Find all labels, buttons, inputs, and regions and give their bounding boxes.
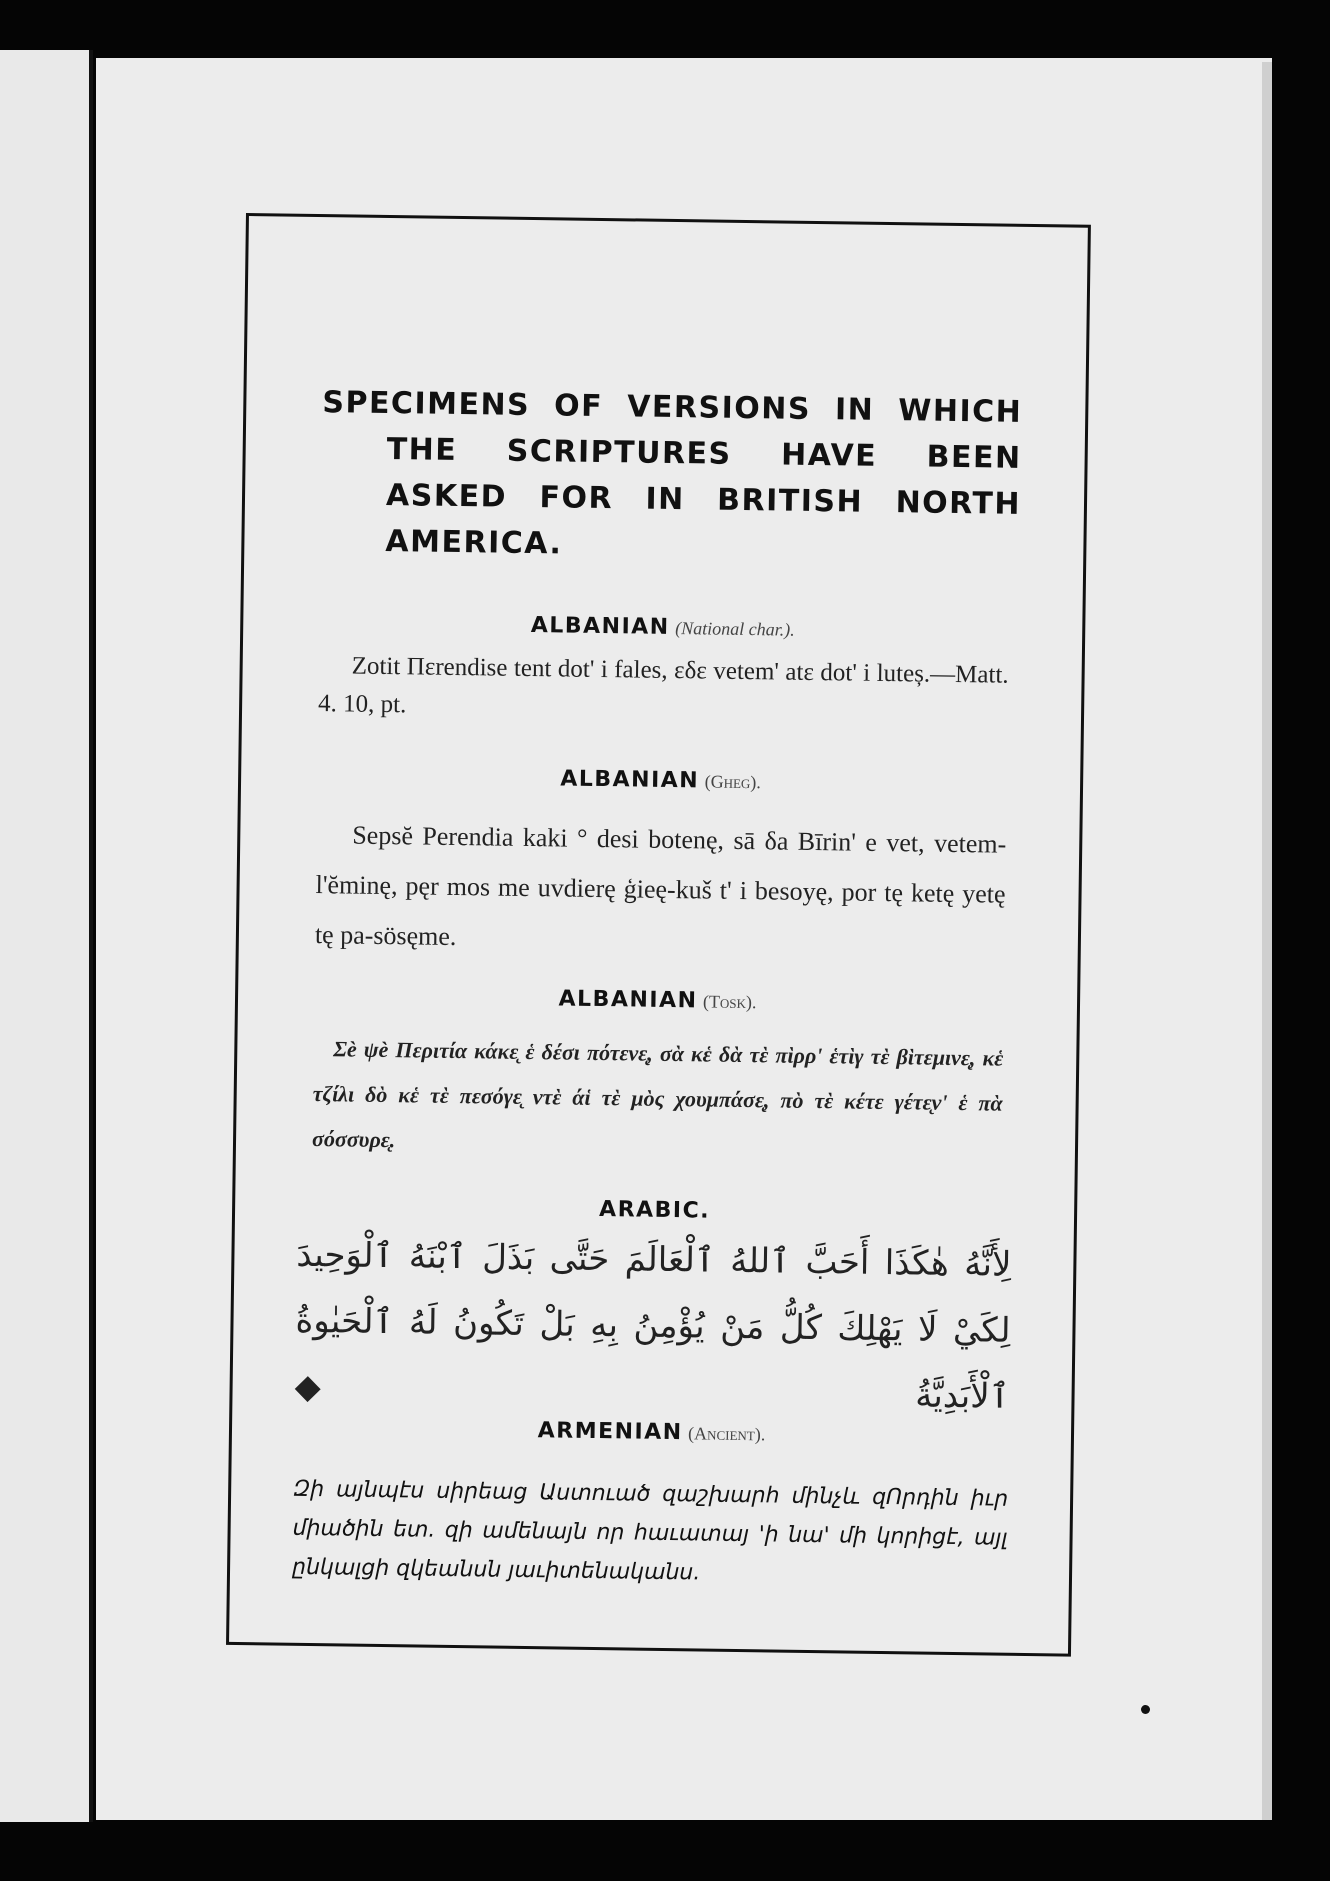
specimen-text-armenian: Զի այնպէս սիրեաց Աստուած զաշխարհ մինչև զՈրդին իւր միածին ետ. զի ամենայն որ հաւատայ 'ի նա' մի կորիցէ, այլ ընկալցի զկեանսն յաւիտենականս. [291,1476,1009,1586]
language-name: ALBANIAN [560,766,700,794]
specimen-text-albanian-gheg: Sepsĕ Perendia kaki ° desi botenę, sā δa Bīrin' e vet, vetem-l'ĕminę, pęr mos me uvdierę ģieę-kuš t' i besoyę, por tę ketę yetę tę pa-sösęme. [314,820,1007,952]
language-name: ARMENIAN [537,1418,683,1446]
specimen-text-arabic: لِأَنَّهُ هٰكَذَا أَحَبَّ ٱللهُ ٱلْعَالَمَ حَتَّى بَذَلَ ٱبْنَهُ ٱلْوَحِيدَ لِكَيْ لَا يَهْلِكَ كُلُّ مَنْ يُؤْمِنُ بِهِ بَلْ تَكُونُ لَهُ ٱلْحَيٰوةُ ٱلْأَبَدِيَّةُ ◆ [294,1234,1012,1417]
heading-line-2: THE SCRIPTURES HAVE BEEN [386,431,1022,476]
heading-line-4: AMERICA. [385,523,563,562]
section-title-albanian-tosk [238,981,1077,1019]
heading-line-1: SPECIMENS OF VERSIONS IN WHICH [322,385,1023,430]
section-note: (National char.). [675,618,795,640]
section-title-albanian-national [243,608,1082,646]
language-name: ARABIC. [598,1197,711,1224]
language-name: ALBANIAN [558,986,698,1014]
heading-line-3: ASKED FOR IN BRITISH NORTH [385,477,1022,522]
page-heading [320,380,1023,574]
page-edge-shadow [1262,62,1272,1820]
language-name: ALBANIAN [530,613,670,640]
section-note: (Ancient). [688,1423,766,1445]
section-note: (Tosk). [702,991,757,1013]
specimen-text-albanian-national: Zotit Πεrendise tent dot' i fales, εδε vetem' atε dot' i luteș.—Matt. 4. 10, pt. [317,652,1009,719]
left-facing-page [0,50,92,1822]
specimen-frame [226,213,1091,1657]
section-title-albanian-gheg [241,761,1080,799]
ink-speck [1141,1705,1150,1714]
specimen-text-albanian-tosk: Σè ψè Περιτία κάκε̨ ἑ δέσι πότενε̨, σὰ κἑ δὰ τὲ πὶρρ' ἑτὶγ τὲ βὶτεμινε̨, κἑ τζίλι δὸ κἑ τὲ πεσόγε̨ ντὲ άἱ τὲ μὸς χουμπάσε̨, πὸ τὲ κέτε γέτε̨ν' ἑ πὰ σόσσυρε̨. [311,1036,1004,1153]
left-page-edge [89,50,93,1822]
section-note: (Gheg). [704,771,762,793]
